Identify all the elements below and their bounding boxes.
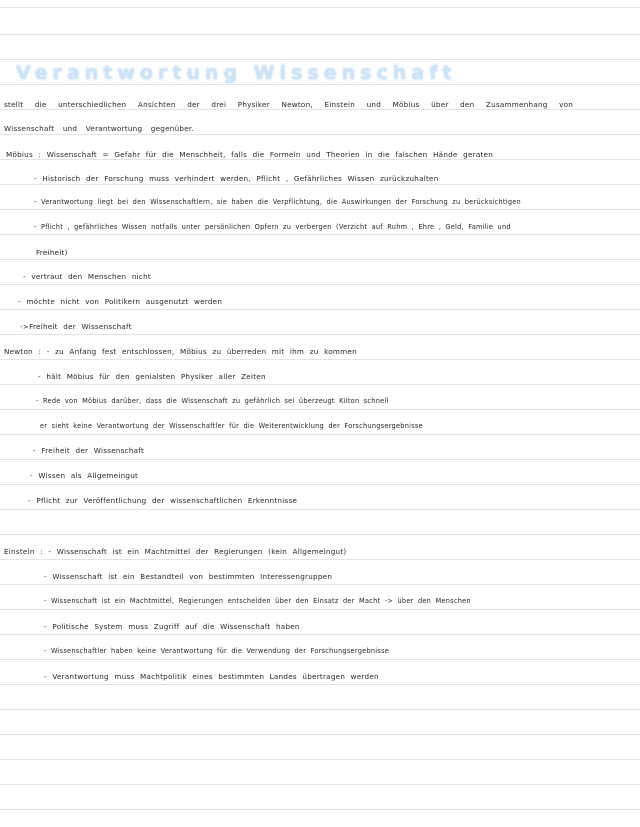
moebius-point: - Historisch der Forschung muss verhindert werden, Pflicht , Gefährliches Wissen zurückzuhalten (34, 174, 439, 183)
einstein-point: - Wissenschaft ist ein Machtmittel, Regierungen entscheiden über den Einsatz der Macht -> über den Menschen (44, 597, 471, 605)
intro-line: stellt die unterschiedlichen Ansichten der drei Physiker Newton, Einstein und Möbius über den Zusammenhang von (4, 100, 574, 109)
newton-point: - Pflicht zur Veröffentlichung der wissenschaftlichen Erkenntnisse (28, 496, 298, 505)
newton-heading: Newton : - zu Anfang fest entschlossen, Möbius zu überreden mit ihm zu kommen (4, 347, 357, 356)
moebius-point: - Verantwortung liegt bei den Wissenschaftlern, sie haben die Verpflichtung, die Auswirkungen der Forschung zu berücksichtigen (34, 198, 521, 206)
newton-point: - hält Möbius für den genialsten Physiker aller Zeiten (38, 372, 266, 381)
newton-point: - Wissen als Allgemeingut (30, 471, 139, 480)
page-title: Verantwortung Wissenschaft (16, 62, 457, 84)
einstein-heading: Einstein : - Wissenschaft ist ein Machtmittel der Regierungen (kein Allgemeingut) (4, 547, 347, 556)
moebius-point: - möchte nicht von Politikern ausgenutzt werden (18, 297, 223, 306)
einstein-point: - Wissenschaft ist ein Bestandteil von bestimmten Interessengruppen (44, 572, 333, 581)
moebius-point: - vertraut den Menschen nicht (23, 272, 151, 281)
einstein-point: - Verantwortung muss Machtpolitik eines bestimmten Landes übertragen werden (44, 672, 379, 681)
moebius-point-continued: Freiheit) (36, 248, 68, 257)
moebius-heading: Möbius : Wissenschaft = Gefahr für die Menschheit, falls die Formeln und Theorien in die falschen Hände geraten (6, 150, 494, 159)
moebius-point: - Pflicht , gefährliches Wissen notfalls unter persönlichen Opfern zu verbergen (Verzicht auf Ruhm , Ehre , Geld, Familie und (34, 223, 511, 231)
newton-point: - Rede von Möbius darüber, dass die Wissenschaft zu gefährlich sei überzeugt Kilton schnell (36, 397, 389, 405)
intro-line: Wissenschaft und Verantwortung gegenüber. (4, 124, 194, 133)
newton-point: er sieht keine Verantwortung der Wissenschaftler für die Weiterentwicklung der Forschungsergebnisse (40, 422, 423, 430)
einstein-point: - Politische System muss Zugriff auf die Wissenschaft haben (44, 622, 300, 631)
moebius-conclusion: ->Freiheit der Wissenschaft (20, 322, 132, 331)
einstein-point: - Wissenschaftler haben keine Verantwortung für die Verwendung der Forschungsergebnisse (44, 647, 390, 655)
newton-point: - Freiheit der Wissenschaft (33, 446, 145, 455)
